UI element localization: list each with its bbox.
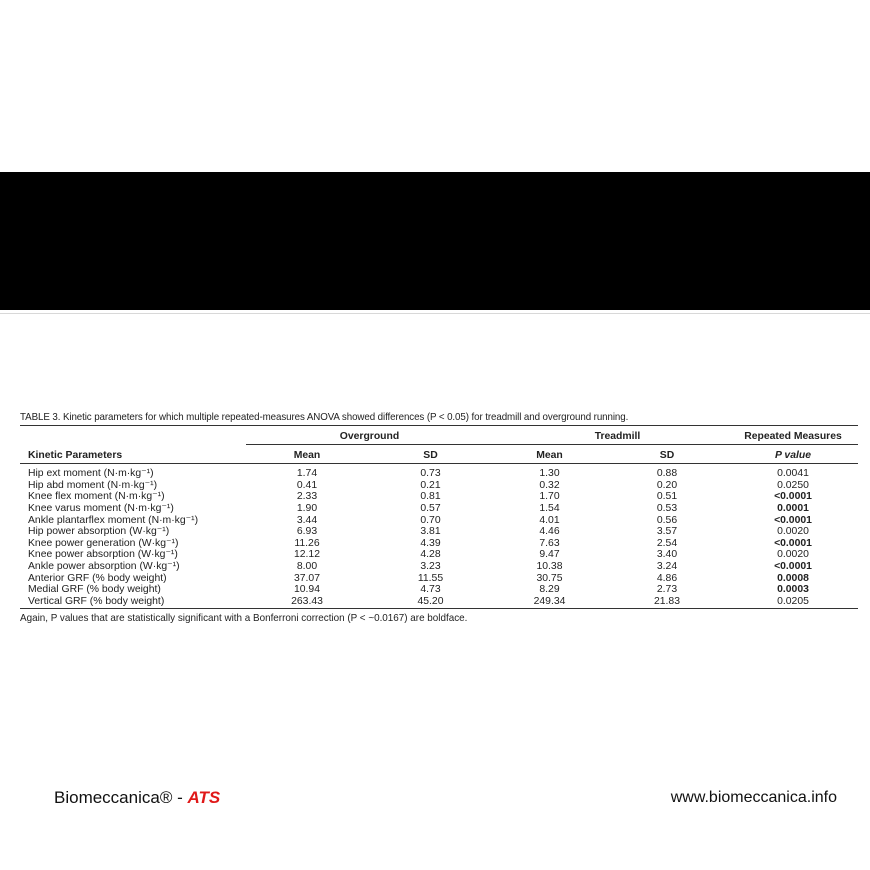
cell-param: Vertical GRF (% body weight) [20, 596, 246, 609]
cell-og-sd: 4.39 [420, 537, 441, 549]
cell-og-mean: 8.00 [296, 561, 318, 573]
cell-tm-sd: 3.57 [656, 526, 678, 538]
cell-og-sd: 0.21 [420, 479, 441, 491]
group-overground: Overground [246, 426, 493, 445]
cell-tm-mean: 1.70 [539, 491, 560, 503]
cell-tm-sd: 0.53 [656, 503, 678, 515]
cell-og-mean: 1.74 [296, 468, 318, 480]
cell-og-sd: 0.70 [420, 514, 441, 526]
cell-param: Ankle power absorption (W·kg⁻¹) [28, 561, 180, 573]
cell-tm-sd: 21.83 [606, 596, 728, 609]
cell-tm-mean: 4.46 [539, 526, 560, 538]
group-treadmill: Treadmill [493, 426, 728, 445]
table-footnote: Again, P values that are statistically significant with a Bonferroni correction (P < ~0.0167) are boldface. [20, 613, 468, 625]
cell-tm-sd: 0.20 [656, 479, 678, 491]
cell-og-mean: 11.26 [294, 537, 320, 549]
cell-param: Hip abd moment (N·m·kg⁻¹) [28, 479, 158, 491]
cell-pvalue: 0.0008 [777, 572, 809, 584]
cell-param: Medial GRF (% body weight) [28, 584, 161, 596]
brand-name: Biomeccanica® - [54, 788, 188, 807]
cell-og-mean: 0.41 [296, 479, 318, 491]
kinetic-table-figure [20, 411, 858, 624]
table-row [20, 464, 858, 480]
footer-brand [54, 788, 220, 808]
kinetic-parameters-table [20, 425, 858, 609]
cell-og-mean: 3.44 [296, 514, 318, 526]
table-row [20, 561, 858, 573]
table-row [20, 491, 858, 503]
header-og-mean: Mean [246, 445, 368, 464]
table-row [20, 503, 858, 515]
footer-website: www.biomeccanica.info [670, 789, 837, 806]
black-banner [0, 172, 870, 310]
divider-line [0, 313, 870, 314]
table-row [20, 514, 858, 526]
header-pvalue: P value [728, 445, 858, 464]
cell-pvalue: 0.0041 [777, 468, 809, 480]
cell-tm-sd: 0.88 [656, 468, 678, 480]
cell-tm-mean: 1.54 [539, 503, 560, 515]
cell-param: Ankle plantarflex moment (N·m·kg⁻¹) [28, 514, 199, 526]
table-row [20, 584, 858, 596]
table-row [20, 596, 858, 609]
table-row [20, 549, 858, 561]
header-param: Kinetic Parameters [20, 445, 246, 464]
cell-og-sd: 45.20 [368, 596, 493, 609]
cell-pvalue: 0.0020 [777, 549, 809, 561]
cell-tm-mean: 10.38 [536, 561, 563, 573]
cell-og-sd: 0.73 [420, 468, 441, 480]
header-tm-sd: SD [606, 445, 728, 464]
cell-pvalue: <0.0001 [774, 537, 812, 549]
cell-og-mean: 12.12 [293, 549, 320, 561]
cell-tm-mean: 4.01 [539, 514, 560, 526]
cell-tm-mean: 7.63 [539, 537, 560, 549]
group-repeated-measures: Repeated Measures [728, 426, 858, 445]
table-caption: TABLE 3. Kinetic parameters for which multiple repeated-measures ANOVA showed differences (P < 0.05) for treadmill and overground running. [20, 411, 629, 423]
cell-og-sd: 3.23 [420, 561, 441, 573]
cell-og-mean: 263.43 [246, 596, 368, 609]
cell-og-mean: 6.93 [296, 526, 318, 538]
cell-pvalue: 0.0001 [777, 503, 809, 515]
cell-tm-sd: 3.40 [656, 549, 678, 561]
cell-tm-mean: 0.32 [539, 479, 560, 491]
cell-tm-sd: 2.73 [656, 584, 678, 596]
cell-tm-mean: 9.47 [539, 549, 560, 561]
cell-pvalue: <0.0001 [774, 514, 812, 526]
group-spacer [20, 426, 246, 445]
cell-og-sd: 0.81 [420, 491, 441, 503]
cell-param: Knee power generation (W·kg⁻¹) [28, 537, 179, 549]
cell-param: Hip ext moment (N·m·kg⁻¹) [28, 468, 154, 480]
cell-og-sd: 11.55 [417, 572, 444, 584]
cell-param: Knee flex moment (N·m·kg⁻¹) [28, 491, 165, 503]
cell-param: Knee power absorption (W·kg⁻¹) [28, 549, 178, 561]
cell-tm-sd: 3.24 [656, 561, 678, 573]
cell-param: Knee varus moment (N·m·kg⁻¹) [28, 503, 174, 515]
cell-tm-sd: 0.51 [656, 491, 678, 503]
cell-tm-sd: 0.56 [656, 514, 678, 526]
cell-param: Hip power absorption (W·kg⁻¹) [28, 526, 170, 538]
cell-pvalue: <0.0001 [774, 491, 812, 503]
cell-tm-mean: 8.29 [539, 584, 560, 596]
cell-tm-sd: 4.86 [656, 572, 678, 584]
header-tm-mean: Mean [493, 445, 606, 464]
cell-pvalue: <0.0001 [774, 561, 812, 573]
cell-og-sd: 4.28 [420, 549, 441, 561]
brand-accent: ATS [187, 788, 221, 807]
cell-pvalue: 0.0205 [728, 596, 858, 609]
header-og-sd: SD [368, 445, 493, 464]
table-row [20, 526, 858, 538]
table-row [20, 538, 858, 550]
cell-tm-sd: 2.54 [656, 537, 678, 549]
cell-param: Anterior GRF (% body weight) [28, 572, 167, 584]
cell-og-mean: 37.07 [293, 572, 320, 584]
cell-og-mean: 1.90 [296, 503, 318, 515]
table-row [20, 572, 858, 584]
cell-pvalue: 0.0020 [777, 526, 809, 538]
cell-og-sd: 4.73 [420, 584, 441, 596]
cell-og-sd: 3.81 [420, 526, 441, 538]
cell-tm-mean: 1.30 [539, 468, 560, 480]
cell-tm-mean: 249.34 [493, 596, 606, 609]
cell-og-mean: 10.94 [293, 584, 320, 596]
cell-pvalue: 0.0003 [777, 584, 809, 596]
cell-og-sd: 0.57 [420, 503, 441, 515]
cell-pvalue: 0.0250 [777, 479, 809, 491]
table-row [20, 480, 858, 492]
cell-tm-mean: 30.75 [536, 572, 563, 584]
cell-og-mean: 2.33 [296, 491, 318, 503]
